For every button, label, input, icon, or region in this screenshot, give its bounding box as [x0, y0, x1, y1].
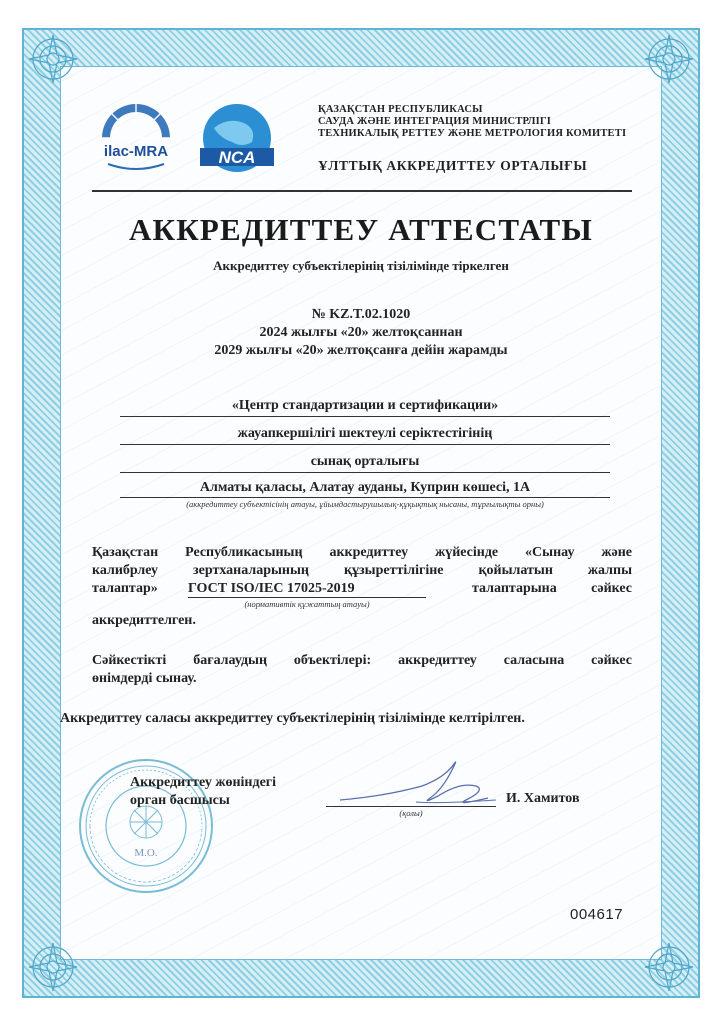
signatory-name: И. Хамитов — [506, 791, 580, 806]
handwritten-signature — [326, 756, 506, 816]
accreditation-text-line: калибрлеу зертханаларының құзыреттілігіне қойылатын жалпы — [92, 563, 632, 578]
entity-type-line: сынақ орталығы — [310, 454, 420, 469]
accreditation-text-lead: талаптар» — [92, 581, 158, 596]
accreditation-text-tail: талаптарына сәйкес — [472, 581, 632, 596]
page-subtitle: Аккредиттеу субъектілерінің тізілімінде тіркелген — [213, 258, 509, 273]
standard-caption: (нормативтік құжаттың атауы) — [244, 599, 370, 609]
objects-text-line: өнімдерді сынау. — [92, 671, 197, 686]
entity-underline — [120, 472, 610, 473]
scope-text: Аккредиттеу саласы аккредиттеу субъектілерінің тізілімінде келтірілген. — [60, 711, 525, 726]
certificate-validity — [60, 306, 662, 360]
accreditation-text-line: Қазақстан Республикасының аккредиттеу жүйесінде «Сынау және — [92, 545, 632, 560]
svg-text:ilac-MRA: ilac-MRA — [103, 143, 169, 160]
header-divider — [92, 190, 632, 192]
certificate-valid-to: 2029 жылғы «20» желтоқсанға дейін жарамды — [214, 343, 508, 358]
entity-caption: (аккредиттеу субъектісінің атауы, ұйымдастырушылық-құқықтық нысаны, тұрғылықты орны) — [186, 499, 544, 509]
signatory-role — [130, 774, 300, 810]
signature-caption: (қолы) — [399, 808, 423, 818]
certificate-content — [60, 66, 662, 960]
signatory-role-line: Аккредиттеу жөніндегі — [130, 775, 277, 790]
entity-name-line: «Центр стандартизации и сертификации» — [231, 398, 499, 413]
serial-number: 004617 — [570, 906, 624, 923]
header-center-name: ҰЛТТЫҚ АККРЕДИТТЕУ ОРТАЛЫҒЫ — [318, 158, 588, 173]
header-org — [318, 104, 658, 140]
entity-underline — [120, 497, 610, 498]
header-org-line: САУДА ЖӘНЕ ИНТЕГРАЦИЯ МИНИСТРЛІГІ — [318, 116, 552, 127]
objects-text-line: Сәйкестікті бағалаудың объектілері: аккредиттеу саласына сәйкес — [92, 653, 632, 668]
entity-underline — [120, 444, 610, 445]
ilac-mra-logo — [90, 100, 182, 182]
certificate-valid-from: 2024 жылғы «20» желтоқсаннан — [259, 325, 463, 340]
entity-underline — [120, 416, 610, 417]
svg-text:NCA: NCA — [218, 148, 256, 167]
entity-form-line: жауапкершілігі шектеулі серіктестігінің — [237, 426, 493, 441]
page-title: АККРЕДИТТЕУ АТТЕСТАТЫ — [128, 212, 594, 247]
signatory-role-line: орган басшысы — [130, 793, 230, 808]
nca-logo — [194, 98, 280, 184]
signature-line — [326, 806, 496, 807]
standard-underline — [188, 597, 426, 598]
header-org-line: ҚАЗАҚСТАН РЕСПУБЛИКАСЫ — [318, 104, 483, 115]
accreditation-text-line: аккредиттелген. — [92, 613, 196, 628]
certificate-number: № KZ.T.02.1020 — [311, 307, 411, 322]
header-org-line: ТЕХНИКАЛЫҚ РЕТТЕУ ЖӘНЕ МЕТРОЛОГИЯ КОМИТЕТІ — [318, 128, 627, 139]
standard-name: ГОСТ ISO/IEC 17025-2019 — [188, 581, 355, 596]
entity-address-line: Алматы қаласы, Алатау ауданы, Куприн көшесі, 1А — [199, 480, 531, 495]
svg-text:М.О.: М.О. — [134, 847, 158, 859]
